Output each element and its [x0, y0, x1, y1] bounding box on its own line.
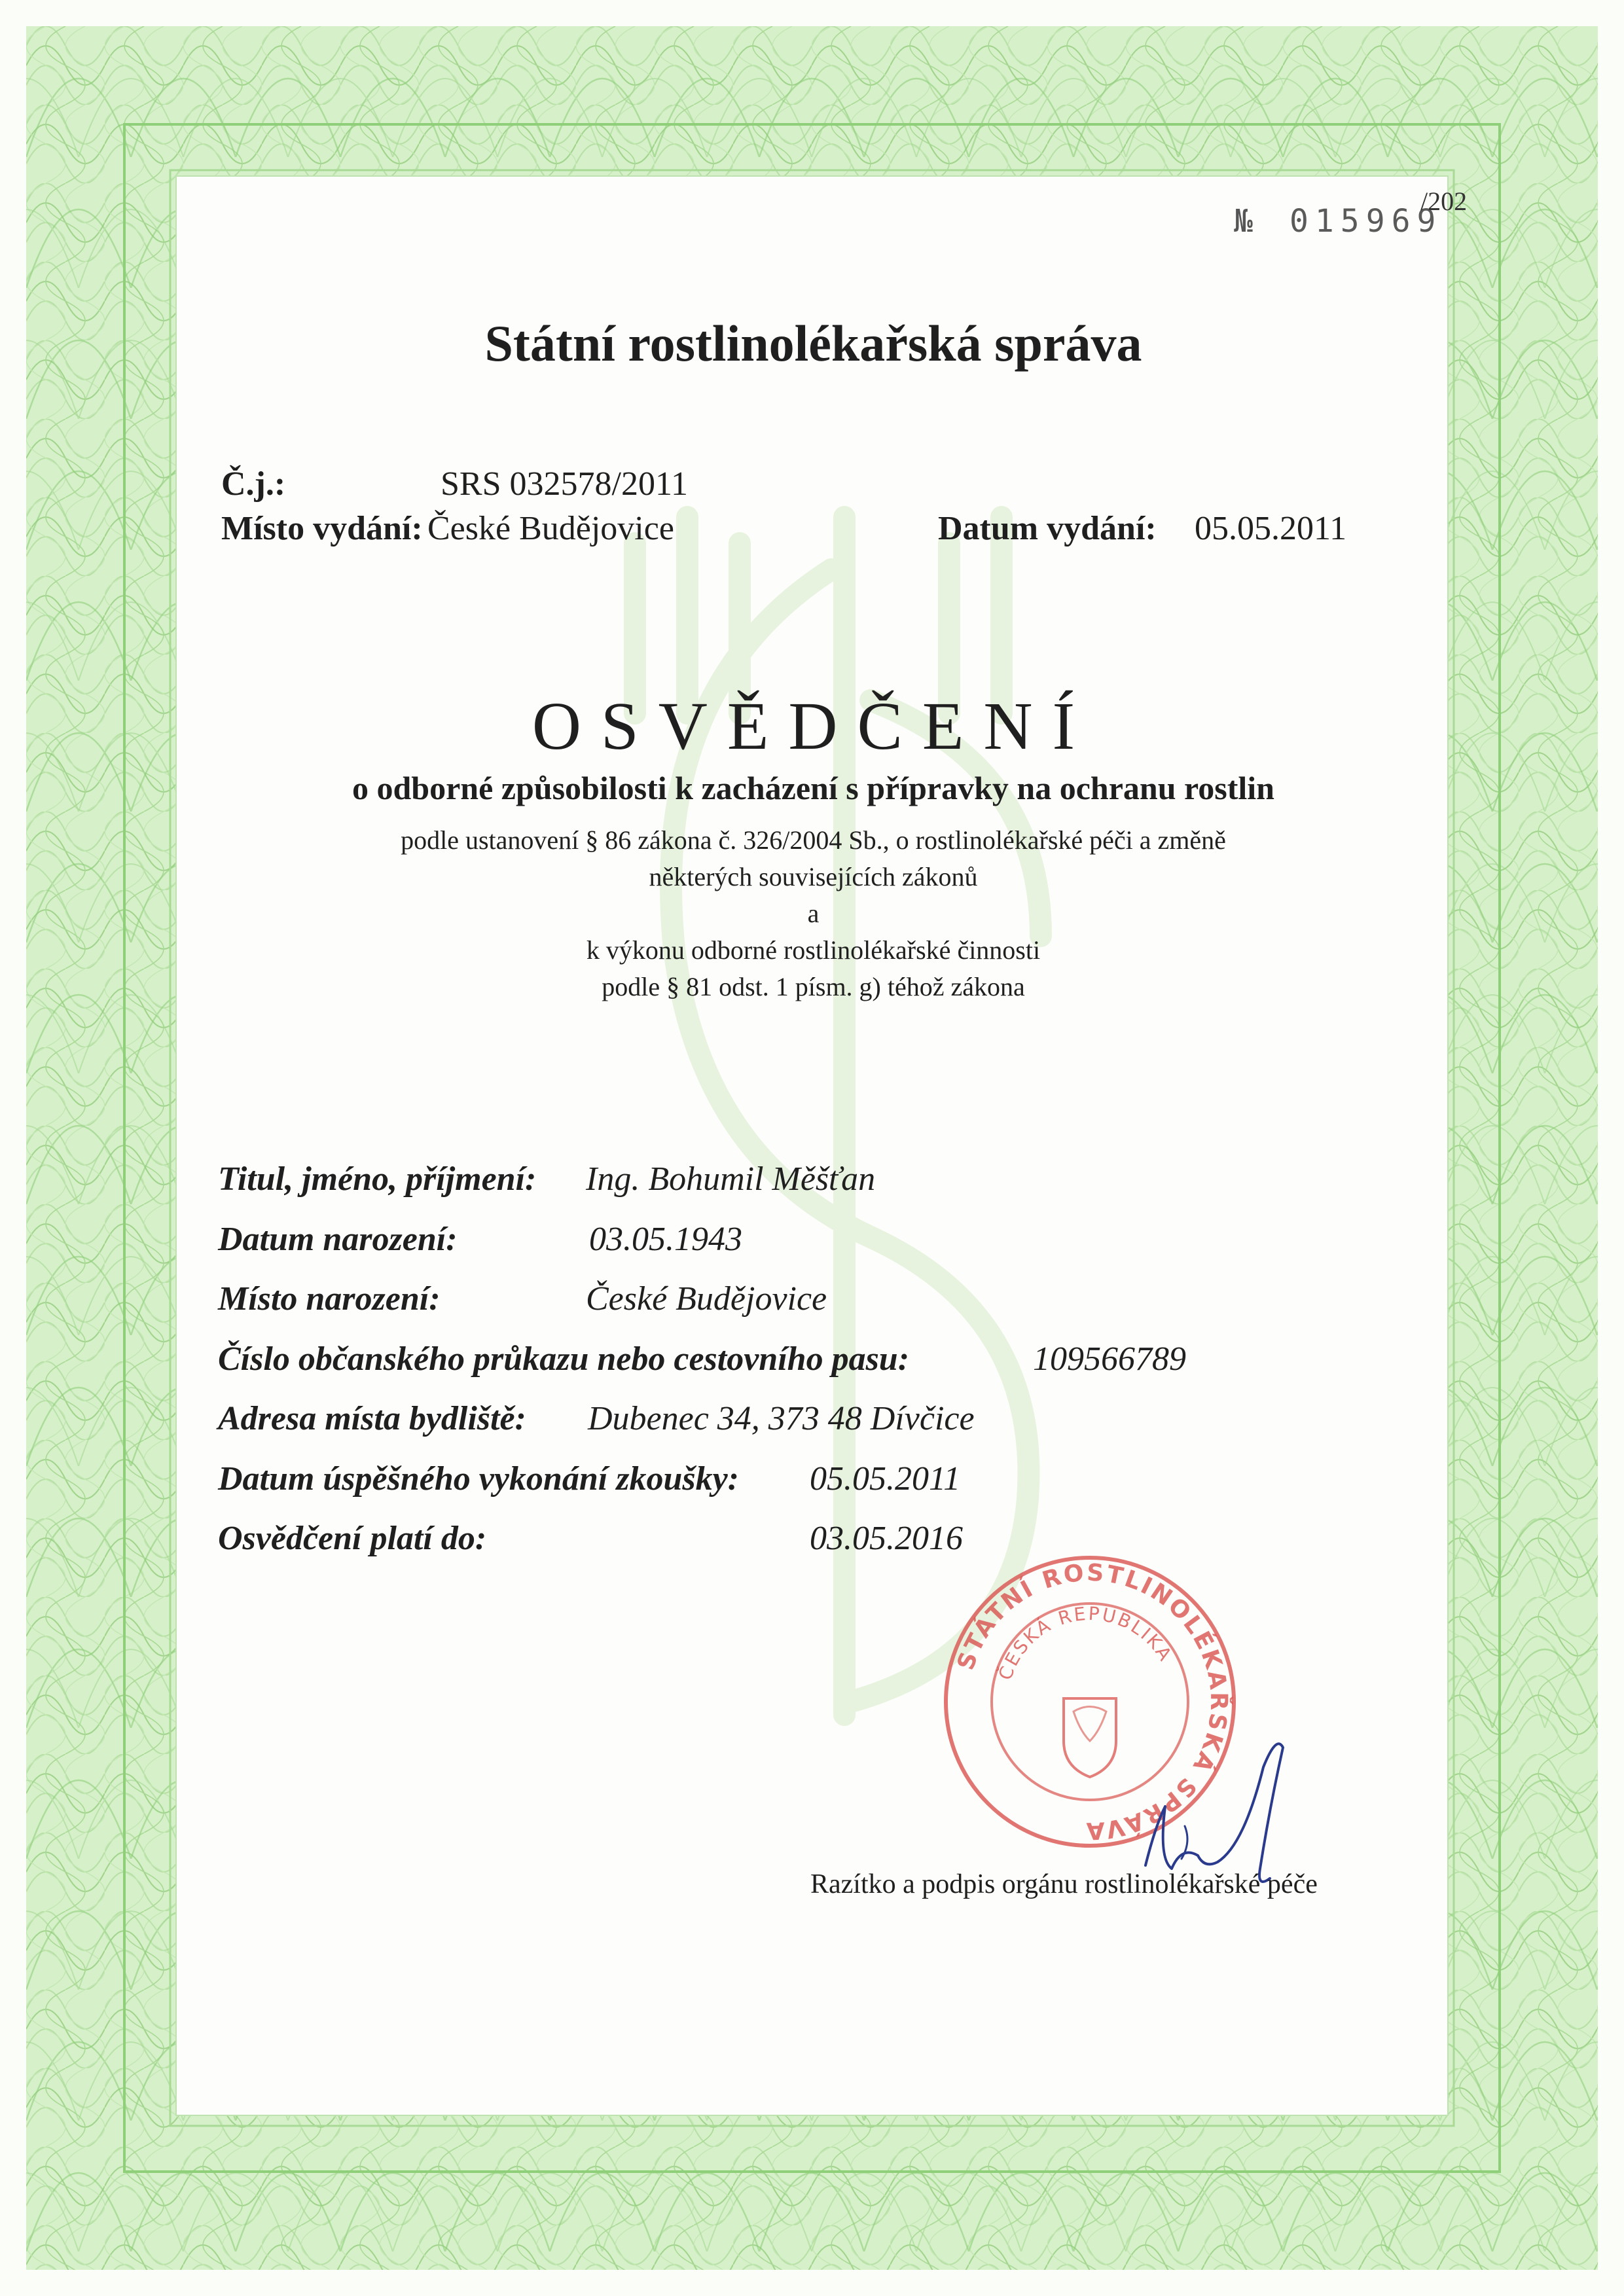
svg-text:STÁTNÍ ROSTLINOLÉKAŘSKÁ SPRÁVA: STÁTNÍ ROSTLINOLÉKAŘSKÁ SPRÁVA: [952, 1559, 1233, 1844]
issue-date-value: 05.05.2011: [1195, 510, 1347, 547]
field-value-address: Dubenec 34, 373 48 Dívčice: [588, 1400, 975, 1437]
place-of-issue-label: Místo vydání:: [221, 510, 423, 547]
field-value-id-number: 109566789: [1033, 1340, 1186, 1378]
certificate-body: [175, 175, 1468, 2116]
legal-line: některých souvisejících zákonů: [649, 862, 978, 891]
field-label-id-number: Číslo občanského průkazu nebo cestovního pasu:: [218, 1340, 910, 1378]
certificate-subtitle: o odborné způsobilosti k zacházení s přípravky na ochranu rostlin: [352, 770, 1274, 806]
field-label-birth-date: Datum narození:: [218, 1221, 458, 1258]
svg-text:ČESKÁ REPUBLIKA: ČESKÁ REPUBLIKA: [994, 1602, 1177, 1683]
legal-line: podle § 81 odst. 1 písm. g) téhož zákona: [602, 972, 1025, 1001]
field-label-exam-date: Datum úspěšného vykonání zkoušky:: [218, 1460, 739, 1498]
issuing-authority: Státní rostlinolékařská správa: [484, 315, 1142, 372]
field-value-birth-date: 03.05.1943: [589, 1221, 742, 1258]
serial-number: 015969: [1290, 203, 1443, 240]
field-value-exam-date: 05.05.2011: [810, 1460, 961, 1498]
field-label-birth-place: Místo narození:: [218, 1280, 441, 1318]
certificate-title: OSVĚDČENÍ: [532, 689, 1095, 764]
field-value-name: Ing. Bohumil Měšťan: [586, 1160, 876, 1198]
serial-suffix: /202: [1420, 187, 1468, 216]
field-value-valid-until: 03.05.2016: [810, 1520, 963, 1557]
stamp-caption: Razítko a podpis orgánu rostlinolékařské péče: [810, 1869, 1318, 1899]
legal-line: podle ustanovení § 86 zákona č. 326/2004 Sb., o rostlinolékařské péči a změně: [401, 825, 1226, 855]
issue-date-label: Datum vydání:: [938, 510, 1157, 547]
field-label-address: Adresa místa bydliště:: [218, 1400, 526, 1437]
field-value-birth-place: České Budějovice: [586, 1280, 827, 1318]
legal-line: a: [807, 899, 820, 928]
place-of-issue-value: České Budějovice: [427, 510, 674, 547]
reference-value: SRS 032578/2011: [441, 465, 689, 503]
field-label-name: Titul, jméno, příjmení:: [218, 1160, 537, 1198]
legal-line: k výkonu odborné rostlinolékařské činnosti: [586, 935, 1041, 965]
serial-prefix: №: [1234, 203, 1257, 240]
field-label-valid-until: Osvědčení platí do:: [218, 1520, 487, 1557]
reference-label: Č.j.:: [221, 465, 286, 503]
